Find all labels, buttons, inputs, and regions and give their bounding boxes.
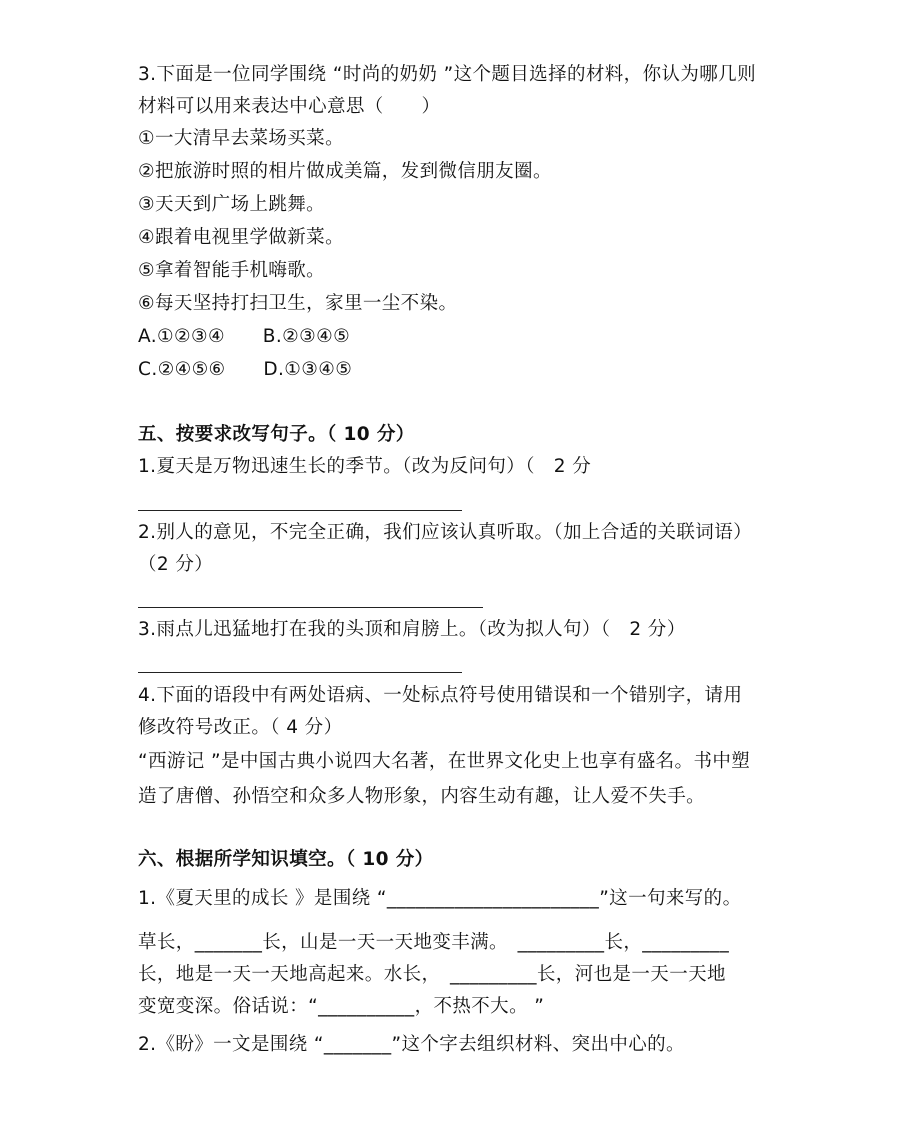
q3-item-4: ④跟着电视里学做新菜。 xyxy=(138,227,344,248)
q3-item-5: ⑤拿着智能手机嗨歌。 xyxy=(138,260,326,281)
s6-f1-line3: 长，地是一天一天地高起来。水长， _________长，河也是一天一天地 xyxy=(138,964,726,985)
q3-item-2: ②把旅游时照的相片做成美篇，发到微信朋友圈。 xyxy=(138,161,552,182)
q3-options-cd: C.②④⑤⑥ D.①③④⑤ xyxy=(138,359,353,380)
s6-f1-line4: 变宽变深。俗话说：“__________，不热不大。 ” xyxy=(138,996,545,1017)
section5-heading: 五、按要求改写句子。（ 10 分） xyxy=(138,424,415,445)
q3-item-6: ⑥每天坚持打扫卫生，家里一尘不染。 xyxy=(138,293,458,314)
s5-q2-answer-line[interactable] xyxy=(138,607,483,608)
s5-q2-line2: （2 分） xyxy=(138,554,214,575)
s5-passage-line1: “西游记 ”是中国古典小说四大名著，在世界文化史上也享有盛名。书中塑 xyxy=(138,751,751,772)
q3-stem-line2: 材料可以用来表达中心意思（ ） xyxy=(138,96,441,117)
q3-item-3: ③天天到广场上跳舞。 xyxy=(138,194,326,215)
s5-q4-line1: 4.下面的语段中有两处语病、一处标点符号使用错误和一个错别字，请用 xyxy=(138,685,743,706)
s6-f2: 2.《盼》一文是围绕 “_______”这个字去组织材料、突出中心的。 xyxy=(138,1034,685,1055)
s5-passage-line2: 造了唐僧、孙悟空和众多人物形象，内容生动有趣，让人爱不失手。 xyxy=(138,786,706,807)
s5-q4-line2: 修改符号改正。（ 4 分） xyxy=(138,717,343,738)
s5-q2-line1: 2.别人的意见，不完全正确，我们应该认真听取。（加上合适的关联词语） xyxy=(138,522,753,543)
s6-f1-line2: 草长，_______长，山是一天一天地变丰满。 _________长，_________ xyxy=(138,932,730,953)
q3-options-ab: A.①②③④ B.②③④⑤ xyxy=(138,326,351,347)
s5-q3: 3.雨点儿迅猛地打在我的头顶和肩膀上。（改为拟人句）（ 2 分） xyxy=(138,619,686,640)
q3-item-1: ①一大清早去菜场买菜。 xyxy=(138,128,344,149)
section6-heading: 六、根据所学知识填空。（ 10 分） xyxy=(138,849,434,870)
s6-f1: 1.《夏天里的成长 》是围绕 “______________________”这一句来写的。 xyxy=(138,888,742,909)
s5-q1-answer-line[interactable] xyxy=(138,510,462,511)
q3-stem-line1: 3.下面是一位同学围绕 “时尚的奶奶 ”这个题目选择的材料，你认为哪几则 xyxy=(138,64,756,85)
s5-q3-answer-line[interactable] xyxy=(138,672,462,673)
s5-q1: 1.夏天是万物迅速生长的季节。（改为反问句）（ 2 分 xyxy=(138,456,592,477)
